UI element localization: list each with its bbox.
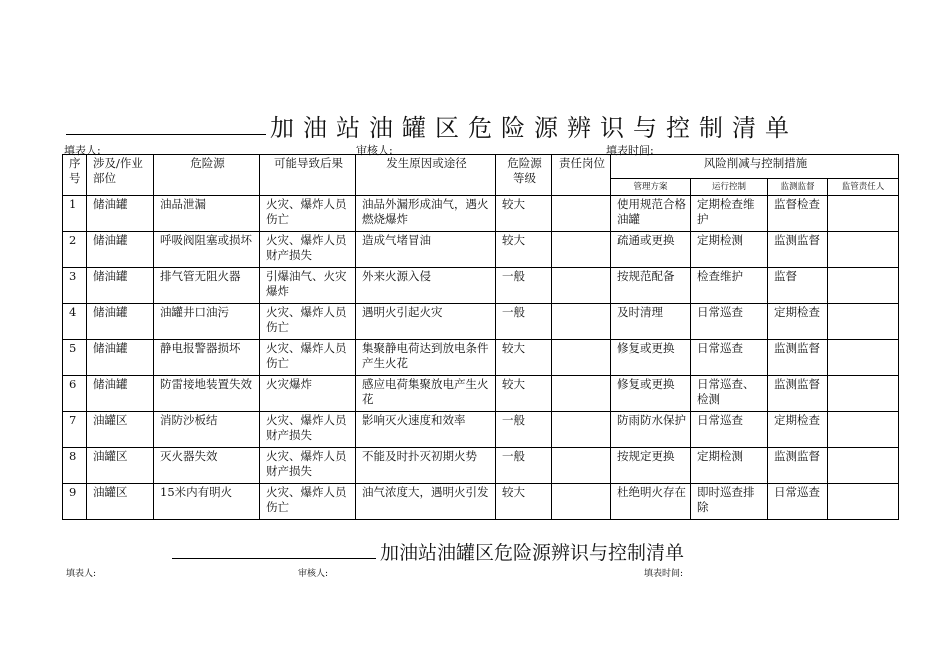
cell-hazard: 防雷接地装置失效 bbox=[154, 376, 260, 412]
cell-monitoring: 定期检查 bbox=[768, 304, 828, 340]
cell-seq: 7 bbox=[63, 412, 87, 448]
cell-post bbox=[552, 340, 611, 376]
cell-cause: 油品外漏形成油气，遇火燃烧爆炸 bbox=[356, 196, 496, 232]
cell-post bbox=[552, 196, 611, 232]
cell-supervisor bbox=[828, 304, 899, 340]
repeat-title-block bbox=[172, 538, 772, 564]
cell-post bbox=[552, 376, 611, 412]
cell-location: 储油罐 bbox=[87, 304, 154, 340]
cell-hazard: 15米内有明火 bbox=[154, 484, 260, 520]
reviewer-label: 审核人: bbox=[356, 144, 393, 157]
cell-level: 较大 bbox=[496, 376, 552, 412]
cell-operation: 定期检查维护 bbox=[691, 196, 768, 232]
header-operation: 运行控制 bbox=[691, 179, 768, 196]
cell-consequence: 火灾、爆炸人员伤亡 bbox=[260, 304, 356, 340]
cell-level: 较大 bbox=[496, 232, 552, 268]
cell-supervisor bbox=[828, 484, 899, 520]
cell-mgmt-plan: 按规范配备 bbox=[611, 268, 691, 304]
cell-location: 油罐区 bbox=[87, 448, 154, 484]
header-measures: 风险削减与控制措施 bbox=[611, 155, 899, 179]
cell-operation: 定期检测 bbox=[691, 448, 768, 484]
page-title-block bbox=[66, 108, 886, 142]
table-row bbox=[63, 340, 899, 376]
cell-operation: 即时巡查排除 bbox=[691, 484, 768, 520]
cell-monitoring: 监测监督 bbox=[768, 448, 828, 484]
cell-consequence: 引爆油气、火灾爆炸 bbox=[260, 268, 356, 304]
cell-location: 储油罐 bbox=[87, 340, 154, 376]
table-row bbox=[63, 196, 899, 232]
cell-supervisor bbox=[828, 196, 899, 232]
cell-consequence: 火灾、爆炸人员伤亡 bbox=[260, 484, 356, 520]
cell-location: 油罐区 bbox=[87, 412, 154, 448]
table-row bbox=[63, 412, 899, 448]
cell-post bbox=[552, 268, 611, 304]
cell-seq: 8 bbox=[63, 448, 87, 484]
cell-supervisor bbox=[828, 448, 899, 484]
cell-seq: 3 bbox=[63, 268, 87, 304]
cell-operation: 日常巡查 bbox=[691, 340, 768, 376]
table-row bbox=[63, 376, 899, 412]
cell-level: 较大 bbox=[496, 484, 552, 520]
cell-location: 储油罐 bbox=[87, 232, 154, 268]
cell-supervisor bbox=[828, 412, 899, 448]
cell-post bbox=[552, 412, 611, 448]
cell-operation: 定期检测 bbox=[691, 232, 768, 268]
cell-monitoring: 监测监督 bbox=[768, 376, 828, 412]
cell-hazard: 静电报警器损坏 bbox=[154, 340, 260, 376]
header-mgmt-plan: 管理方案 bbox=[611, 179, 691, 196]
cell-monitoring: 定期检查 bbox=[768, 412, 828, 448]
cell-supervisor bbox=[828, 232, 899, 268]
footer-filler-label: 填表人: bbox=[66, 569, 97, 579]
cell-monitoring: 监督检查 bbox=[768, 196, 828, 232]
cell-mgmt-plan: 防雨防水保护 bbox=[611, 412, 691, 448]
hazard-table bbox=[62, 154, 899, 520]
cell-monitoring: 日常巡查 bbox=[768, 484, 828, 520]
cell-cause: 不能及时扑灭初期火势 bbox=[356, 448, 496, 484]
cell-cause: 集聚静电荷达到放电条件产生火花 bbox=[356, 340, 496, 376]
cell-post bbox=[552, 484, 611, 520]
header-hazard: 危险源 bbox=[154, 155, 260, 196]
cell-consequence: 火灾、爆炸人员财产损失 bbox=[260, 412, 356, 448]
cell-mgmt-plan: 修复或更换 bbox=[611, 340, 691, 376]
cell-cause: 影响灭火速度和效率 bbox=[356, 412, 496, 448]
cell-consequence: 火灾、爆炸人员伤亡 bbox=[260, 340, 356, 376]
cell-hazard: 油罐井口油污 bbox=[154, 304, 260, 340]
cell-operation: 日常巡查 bbox=[691, 412, 768, 448]
cell-seq: 9 bbox=[63, 484, 87, 520]
cell-location: 储油罐 bbox=[87, 196, 154, 232]
cell-post bbox=[552, 232, 611, 268]
cell-hazard: 排气管无阻火器 bbox=[154, 268, 260, 304]
cell-operation: 日常巡查 bbox=[691, 304, 768, 340]
cell-level: 一般 bbox=[496, 268, 552, 304]
cell-monitoring: 监测监督 bbox=[768, 232, 828, 268]
table-row bbox=[63, 448, 899, 484]
cell-hazard: 灭火器失效 bbox=[154, 448, 260, 484]
cell-level: 一般 bbox=[496, 304, 552, 340]
cell-post bbox=[552, 448, 611, 484]
title-underline bbox=[66, 134, 266, 135]
page-title: 加油站油罐区危险源辨识与控制清单 bbox=[270, 114, 798, 142]
cell-consequence: 火灾、爆炸人员财产损失 bbox=[260, 232, 356, 268]
filler-label: 填表人: bbox=[64, 144, 101, 157]
cell-cause: 油气浓度大，遇明火引发 bbox=[356, 484, 496, 520]
repeat-title-underline bbox=[172, 558, 376, 559]
header-seq: 序号 bbox=[63, 155, 87, 196]
table-row bbox=[63, 304, 899, 340]
cell-post bbox=[552, 304, 611, 340]
header-post: 责任岗位 bbox=[552, 155, 611, 196]
cell-cause: 造成气堵冒油 bbox=[356, 232, 496, 268]
header-location: 涉及/作业部位 bbox=[87, 155, 154, 196]
fill-time-label: 填表时间: bbox=[606, 144, 654, 157]
cell-seq: 5 bbox=[63, 340, 87, 376]
cell-location: 储油罐 bbox=[87, 268, 154, 304]
cell-seq: 4 bbox=[63, 304, 87, 340]
cell-consequence: 火灾、爆炸人员财产损失 bbox=[260, 448, 356, 484]
cell-location: 油罐区 bbox=[87, 484, 154, 520]
cell-mgmt-plan: 疏通或更换 bbox=[611, 232, 691, 268]
cell-mgmt-plan: 修复或更换 bbox=[611, 376, 691, 412]
table-row bbox=[63, 268, 899, 304]
cell-level: 一般 bbox=[496, 448, 552, 484]
cell-mgmt-plan: 杜绝明火存在 bbox=[611, 484, 691, 520]
cell-cause: 遇明火引起火灾 bbox=[356, 304, 496, 340]
cell-level: 一般 bbox=[496, 412, 552, 448]
cell-location: 储油罐 bbox=[87, 376, 154, 412]
cell-hazard: 呼吸阀阻塞或损坏 bbox=[154, 232, 260, 268]
cell-supervisor bbox=[828, 340, 899, 376]
cell-cause: 外来火源入侵 bbox=[356, 268, 496, 304]
cell-cause: 感应电荷集聚放电产生火花 bbox=[356, 376, 496, 412]
cell-seq: 1 bbox=[63, 196, 87, 232]
cell-seq: 6 bbox=[63, 376, 87, 412]
cell-monitoring: 监测监督 bbox=[768, 340, 828, 376]
cell-mgmt-plan: 及时清理 bbox=[611, 304, 691, 340]
table-row bbox=[63, 484, 899, 520]
cell-level: 较大 bbox=[496, 196, 552, 232]
header-supervisor: 监管责任人 bbox=[828, 179, 899, 196]
cell-consequence: 火灾、爆炸人员伤亡 bbox=[260, 196, 356, 232]
cell-consequence: 火灾爆炸 bbox=[260, 376, 356, 412]
cell-supervisor bbox=[828, 376, 899, 412]
cell-seq: 2 bbox=[63, 232, 87, 268]
repeat-title: 加油站油罐区危险源辨识与控制清单 bbox=[380, 542, 685, 564]
cell-mgmt-plan: 按规定更换 bbox=[611, 448, 691, 484]
header-level: 危险源等级 bbox=[496, 155, 552, 196]
footer-fill-time-label: 填表时间: bbox=[644, 569, 684, 579]
header-cause: 发生原因或途径 bbox=[356, 155, 496, 196]
cell-operation: 日常巡查、检测 bbox=[691, 376, 768, 412]
cell-operation: 检查维护 bbox=[691, 268, 768, 304]
cell-level: 较大 bbox=[496, 340, 552, 376]
cell-mgmt-plan: 使用规范合格油罐 bbox=[611, 196, 691, 232]
footer-reviewer-label: 审核人: bbox=[298, 569, 329, 579]
header-monitoring: 监测监督 bbox=[768, 179, 828, 196]
cell-hazard: 消防沙板结 bbox=[154, 412, 260, 448]
cell-hazard: 油品泄漏 bbox=[154, 196, 260, 232]
cell-monitoring: 监督 bbox=[768, 268, 828, 304]
table-row bbox=[63, 232, 899, 268]
header-consequence: 可能导致后果 bbox=[260, 155, 356, 196]
cell-supervisor bbox=[828, 268, 899, 304]
